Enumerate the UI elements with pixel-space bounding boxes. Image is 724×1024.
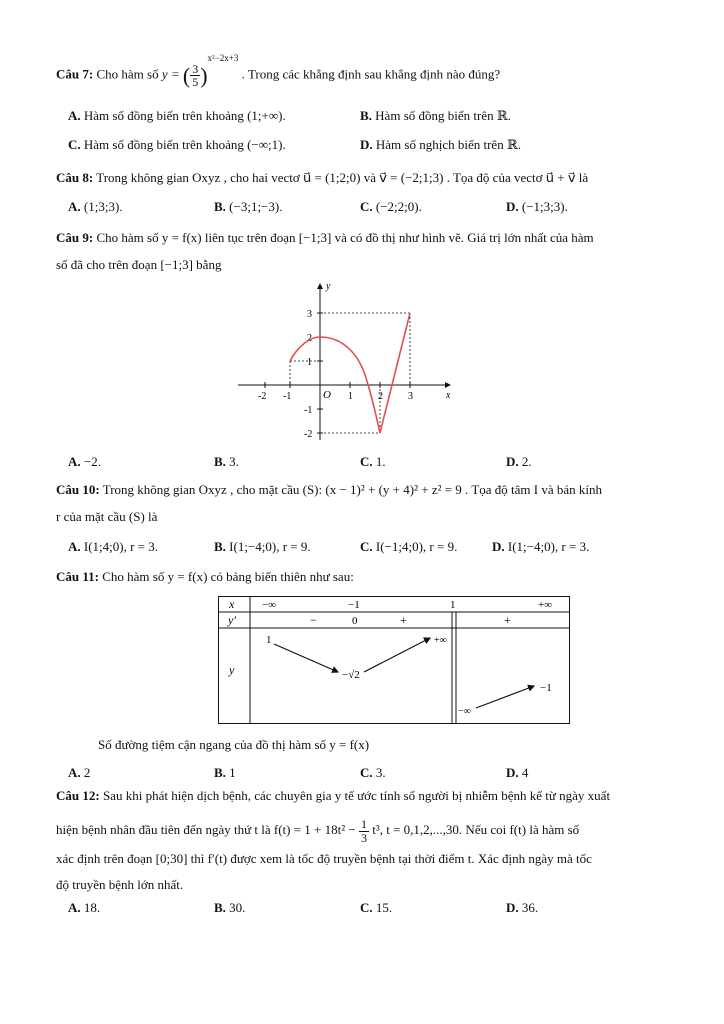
q10-option-b[interactable]	[214, 539, 311, 555]
option-key: B.	[360, 108, 372, 123]
option-key: D.	[506, 900, 519, 915]
question-7-y-eq: y =	[161, 66, 180, 82]
question-12-line-1: Câu 12: Sau khi phát hiện dịch bệnh, các chuyên gia y tế ước tính số người bị nhiễm bệnh kể từ ngày xuất	[56, 788, 611, 803]
q8-option-b[interactable]	[214, 199, 282, 215]
option-text: 1	[229, 765, 236, 780]
option-key: D.	[506, 199, 519, 214]
q12-option-b[interactable]	[214, 900, 245, 916]
option-text: Hàm số đồng biến trên khoảng (1;+∞).	[83, 108, 286, 123]
question-11-label: Câu 11:	[56, 569, 99, 584]
option-key: D.	[492, 539, 505, 554]
option-text: Hàm số nghịch biến trên ℝ.	[375, 137, 521, 152]
option-text: 4	[521, 765, 529, 780]
x-tick-label: 3	[408, 391, 413, 402]
q10-option-d[interactable]	[492, 539, 589, 555]
q8-option-c[interactable]	[360, 199, 422, 215]
q12-option-a[interactable]	[68, 900, 100, 916]
yprime-value: −	[310, 613, 317, 627]
option-text: I(1;−4;0), r = 3.	[507, 539, 590, 554]
question-12-line-2: hiện bệnh nhân đầu tiên đến ngày thứ t là f(t) = 1 + 18t² − $\frac{1}{3}$ t³, t = 0,1,2,...,30. Nếu coi f(t) là hàm số	[56, 817, 580, 845]
option-text: (−3;1;−3).	[229, 199, 283, 214]
question-7-fraction: $\frac{3}{5}$	[192, 61, 199, 90]
y-tick-label: -2	[304, 429, 313, 440]
option-text: I(−1;4;0), r = 9.	[375, 539, 458, 554]
q12-option-d[interactable]	[506, 900, 538, 916]
question-8	[56, 170, 588, 186]
q11-option-a[interactable]	[68, 765, 90, 781]
option-key: D.	[506, 454, 519, 469]
question-11: Câu 11: Cho hàm số y = f(x) có bảng biến thiên như sau:	[56, 569, 354, 584]
decreasing-arrow	[274, 644, 338, 672]
y-value: −√2	[342, 669, 360, 681]
option-text: −2.	[83, 454, 101, 469]
x-tick-label: -2	[258, 391, 267, 402]
option-text: 15.	[375, 900, 393, 915]
y-value: +∞	[434, 635, 447, 646]
question-12-label: Câu 12:	[56, 788, 100, 803]
option-key: A.	[68, 539, 81, 554]
y-tick-label: -1	[304, 405, 313, 416]
option-text: 2	[83, 765, 91, 780]
question-11-prompt: Số đường tiệm cận ngang của đồ thị hàm số y = f(x)	[98, 737, 370, 752]
question-12-line-4: độ truyền bệnh lớn nhất.	[56, 877, 184, 892]
question-7: Câu 7: Cho hàm số y = ( $\frac{3}{5}$ )$^{x^2-2x+3}$ . Trong các khẳng định sau khẳng định nào đúng?	[56, 53, 501, 90]
question-8-text: Trong không gian Oxyz , cho hai vectơ u⃗ = (1;2;0) và v⃗ = (−2;1;3) . Tọa độ của vectơ u⃗ + v⃗ là	[96, 170, 589, 185]
question-7-text-after: . Trong các khẳng định sau khẳng định nào đúng?	[241, 66, 501, 82]
x-tick-label: -1	[283, 391, 292, 402]
option-key: A.	[68, 199, 81, 214]
y-axis-label: y	[326, 281, 331, 292]
yprime-value: 0	[352, 615, 358, 627]
question-9-line-2: số đã cho trên đoạn [−1;3] bằng	[56, 257, 222, 272]
x-axis-label: x	[446, 390, 451, 401]
question-7-text-before: Cho hàm số	[96, 66, 159, 82]
question-7-exponent: x²−2x+3	[207, 53, 239, 64]
option-key: C.	[360, 900, 373, 915]
q7-option-b[interactable]	[360, 108, 511, 124]
option-text: (−2;2;0).	[375, 199, 422, 214]
x-value: −1	[348, 599, 360, 611]
option-text: 2.	[521, 454, 532, 469]
x-value: +∞	[538, 599, 553, 611]
q9-option-d[interactable]	[506, 454, 532, 470]
variation-table	[218, 596, 570, 726]
question-7-label: Câu 7:	[56, 66, 94, 82]
q10-option-c[interactable]	[360, 539, 457, 555]
option-text: I(1;−4;0), r = 9.	[229, 539, 311, 554]
increasing-arrow	[476, 686, 534, 708]
option-text: 30.	[229, 900, 246, 915]
row-label-y: y	[229, 663, 235, 677]
option-key: D.	[360, 137, 373, 152]
option-text: 18.	[83, 900, 101, 915]
x-value: 1	[450, 599, 456, 611]
option-text: (1;3;3).	[83, 199, 123, 214]
option-key: B.	[214, 454, 226, 469]
option-key: C.	[360, 454, 373, 469]
option-key: C.	[68, 137, 81, 152]
y-value: −∞	[458, 706, 471, 717]
q8-option-a[interactable]	[68, 199, 123, 215]
option-key: C.	[360, 199, 373, 214]
option-key: B.	[214, 900, 226, 915]
question-10-line-2: r của mặt cầu (S) là	[56, 509, 158, 524]
question-10-label: Câu 10:	[56, 482, 100, 497]
y-value: 1	[266, 634, 272, 646]
y-tick-label: 2	[307, 333, 312, 344]
q7-option-c[interactable]	[68, 137, 286, 153]
option-key: B.	[214, 199, 226, 214]
option-text: 3.	[229, 454, 239, 469]
row-label-x: x	[229, 597, 235, 611]
option-text: 1.	[375, 454, 386, 469]
q11-option-d[interactable]	[506, 765, 528, 781]
option-text: (−1;3;3).	[521, 199, 568, 214]
yprime-value: +	[400, 613, 407, 627]
option-key: B.	[214, 539, 226, 554]
question-12-fraction: $\frac{1}{3}$	[360, 817, 367, 845]
increasing-arrow	[364, 638, 430, 672]
option-text: 36.	[521, 900, 539, 915]
option-text: Hàm số đồng biến trên khoảng (−∞;1).	[83, 137, 286, 152]
yprime-value: +	[504, 613, 511, 627]
option-key: A.	[68, 765, 81, 780]
q9-option-b[interactable]	[214, 454, 239, 470]
option-key: A.	[68, 108, 81, 123]
question-10-line-1: Câu 10: Trong không gian Oxyz , cho mặt cầu (S): (x − 1)² + (y + 4)² + z² = 9 . Tọa độ tâm I và bán kính	[56, 482, 603, 497]
q11-option-c[interactable]	[360, 765, 386, 781]
option-key: A.	[68, 454, 81, 469]
option-key: C.	[360, 765, 373, 780]
y-tick-label: 3	[307, 309, 312, 320]
option-text: I(1;4;0), r = 3.	[83, 539, 159, 554]
q11-option-b[interactable]	[214, 765, 236, 781]
q9-option-c[interactable]	[360, 454, 386, 470]
option-key: D.	[506, 765, 519, 780]
origin-label: O	[323, 389, 331, 401]
q9-option-a[interactable]	[68, 454, 101, 470]
option-key: C.	[360, 539, 373, 554]
x-tick-label: 2	[378, 391, 383, 402]
question-8-label: Câu 8:	[56, 170, 94, 185]
option-text: 3.	[375, 765, 386, 780]
question-9-label: Câu 9:	[56, 230, 94, 245]
question-9-line-1: Câu 9: Cho hàm số y = f(x) liên tục trên đoạn [−1;3] và có đồ thị như hình vẽ. Giá trị lớn nhất của hàm	[56, 230, 594, 245]
option-text: Hàm số đồng biến trên ℝ.	[375, 108, 511, 123]
q7-option-d[interactable]	[360, 137, 521, 153]
question-12-line-3: xác định trên đoạn [0;30] thì f′(t) được xem là tốc độ truyền bệnh tại thời điểm t. Xác định ngày mà tốc	[56, 851, 592, 866]
q12-option-c[interactable]	[360, 900, 392, 916]
option-key: B.	[214, 765, 226, 780]
x-tick-label: 1	[348, 391, 353, 402]
q8-option-d[interactable]	[506, 199, 568, 215]
x-value: −∞	[262, 599, 277, 611]
q10-option-a[interactable]	[68, 539, 158, 555]
y-value: −1	[540, 682, 552, 694]
option-key: A.	[68, 900, 81, 915]
function-graph	[232, 280, 464, 448]
row-label-yprime: y′	[228, 613, 236, 627]
q7-option-a[interactable]	[68, 108, 286, 124]
y-tick-label: 1	[307, 357, 312, 368]
